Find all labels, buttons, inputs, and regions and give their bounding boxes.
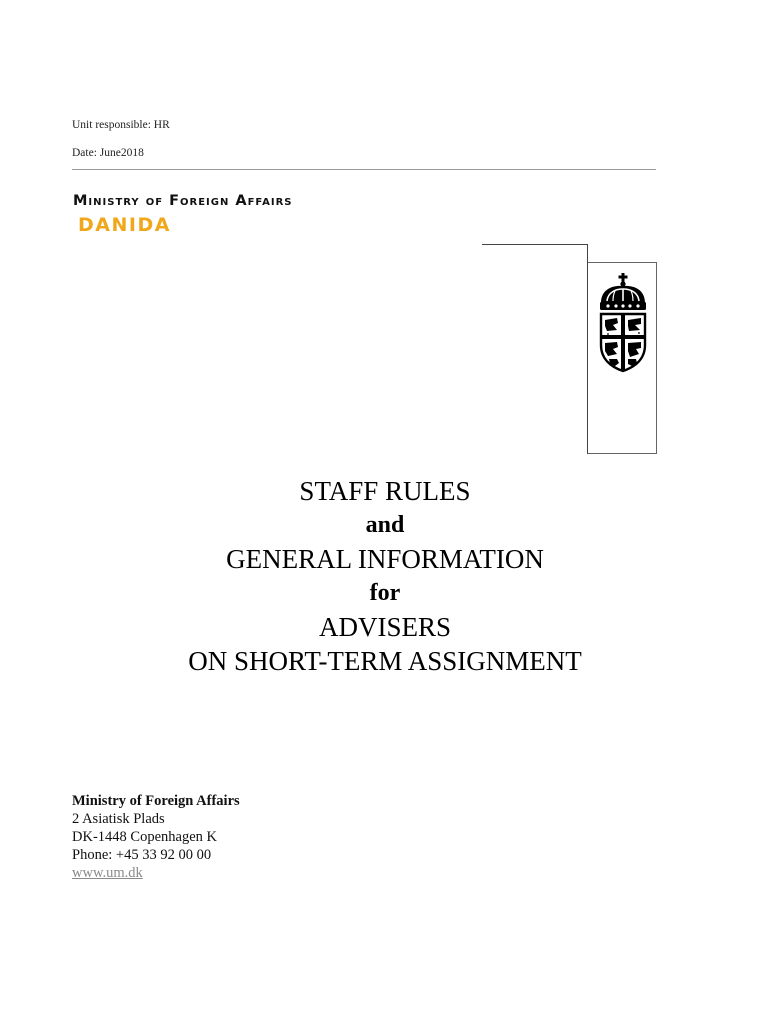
title-line-and: and <box>365 512 405 538</box>
ministry-header: Ministry of Foreign Affairs <box>73 193 293 209</box>
address-block <box>72 792 240 882</box>
title-line-general-information: GENERAL INFORMATION <box>226 544 544 574</box>
danida-logo: DANIDA <box>78 214 171 236</box>
unit-responsible-line: Unit responsible: HR <box>72 119 170 131</box>
title-line-advisers: ADVISERS <box>318 612 452 642</box>
address-city: DK-1448 Copenhagen K <box>72 829 217 845</box>
date-line: Date: June2018 <box>72 147 144 159</box>
website-link[interactable]: www.um.dk <box>72 865 143 881</box>
title-line-for: for <box>369 580 401 606</box>
title-line-short-term-assignment: ON SHORT-TERM ASSIGNMENT <box>188 646 582 676</box>
address-organization: Ministry of Foreign Affairs <box>72 793 240 809</box>
address-street: 2 Asiatisk Plads <box>72 811 165 827</box>
header-divider <box>72 169 656 170</box>
title-line-staff-rules: STAFF RULES <box>299 476 471 506</box>
frame-line-horizontal <box>482 244 588 245</box>
address-phone: Phone: +45 33 92 00 00 <box>72 847 212 863</box>
document-title <box>0 474 770 678</box>
coat-of-arms-icon <box>595 273 651 373</box>
